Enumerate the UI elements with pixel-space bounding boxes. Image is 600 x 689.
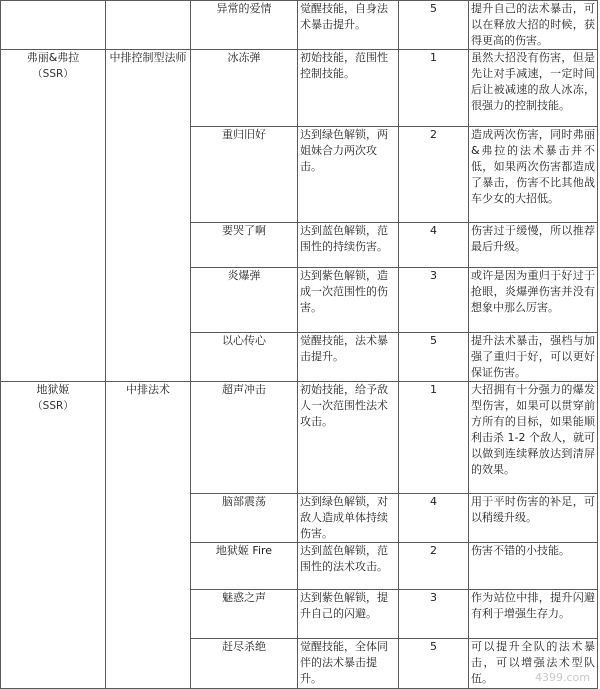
skill-name: 要哭了啊 (191, 223, 298, 268)
skill-description: 大招拥有十分强力的爆发型伤害，如果可以贯穿前方所有的目标，如果能顺利击杀 1-2 个敌人，就可以做到连续释放达到清屏的效果。 (469, 382, 598, 494)
skill-description: 提升法术暴击，强档与加强了重归于好，可以更好保证伤害。 (469, 333, 598, 382)
character-rarity: （SSR） (32, 400, 74, 412)
skill-upgrade-order: 3 (399, 268, 469, 333)
character-name: 弗丽&弗拉 (26, 51, 80, 64)
skill-upgrade-order: 2 (399, 127, 469, 223)
skill-unlock: 觉醒技能，自身法术暴击提升。 (298, 1, 399, 50)
skill-upgrade-order: 1 (399, 382, 469, 494)
skill-unlock: 初始技能，给予敌人一次范围性法术攻击。 (298, 382, 399, 494)
skill-description: 伤害不错的小技能。 (469, 543, 598, 590)
role-cell: 中排法术 (106, 382, 191, 689)
skill-upgrade-order: 1 (399, 50, 469, 127)
skill-name: 魅惑之声 (191, 590, 298, 639)
role-cell: 中排控制型法师 (106, 50, 191, 382)
skill-unlock: 达到绿色解锁，两姐妹合力两次攻击。 (298, 127, 399, 223)
character-name: 地狱姬 (36, 383, 70, 396)
skill-description: 提升自己的法术暴击，可以在释放大招的时候，获得更高的伤害。 (469, 1, 598, 50)
character-cell (1, 382, 106, 689)
skill-name: 炎爆弹 (191, 268, 298, 333)
skill-unlock: 初始技能，范围性控制技能。 (298, 50, 399, 127)
skill-description: 或许是因为重归于好过于抢眼，炎爆弹伤害并没有想象中那么厉害。 (469, 268, 598, 333)
skill-upgrade-order: 5 (399, 333, 469, 382)
skill-unlock: 达到绿色解锁，对敌人造成单体持续伤害。 (298, 494, 399, 543)
skill-upgrade-order: 4 (399, 223, 469, 268)
skill-name: 脑部震荡 (191, 494, 298, 543)
skill-name: 赶尽杀绝 (191, 639, 298, 689)
skill-upgrade-order: 3 (399, 590, 469, 639)
watermark: 4399.com (535, 671, 590, 684)
skill-name: 异常的爱情 (191, 1, 298, 50)
skill-name: 冰冻弹 (191, 50, 298, 127)
skill-name: 超声冲击 (191, 382, 298, 494)
skill-unlock: 觉醒技能，全体同伴的法术暴击提升。 (298, 639, 399, 689)
skill-description: 造成两次伤害，同时弗丽&弗拉的法术暴击并不低，如果两次伤害都造成了暴击，伤害不比其他战车少女的大招低。 (469, 127, 598, 223)
skill-unlock: 达到紫色解锁，造成一次范围性的伤害。 (298, 268, 399, 333)
skill-name: 以心传心 (191, 333, 298, 382)
skill-upgrade-order: 5 (399, 639, 469, 689)
character-cell (1, 50, 106, 382)
table-row (1, 382, 598, 494)
skill-description: 伤害过于缓慢，所以推荐最后升级。 (469, 223, 598, 268)
skill-upgrade-order: 4 (399, 494, 469, 543)
skill-unlock: 觉醒技能，法术暴击提升。 (298, 333, 399, 382)
character-cell-empty (1, 1, 106, 50)
skill-unlock: 达到蓝色解锁，范围性的法术攻击。 (298, 543, 399, 590)
skill-unlock: 达到蓝色解锁，范围性的持续伤害。 (298, 223, 399, 268)
skill-upgrade-order: 5 (399, 1, 469, 50)
skill-unlock: 达到紫色解锁，提升自己的闪避。 (298, 590, 399, 639)
table-row (1, 1, 598, 50)
skill-description: 用于平时伤害的补足，可以稍缓升级。 (469, 494, 598, 543)
skill-description: 可以提升全队的法术暴击，可以增强法术型队伍。 (469, 639, 598, 689)
skill-description: 虽然大招没有伤害，但是先让对手减速，一定时间后让被减速的敌人冰冻，很强力的控制技能。 (469, 50, 598, 127)
skill-description: 作为站位中排，提升闪避有利于增强生存力。 (469, 590, 598, 639)
table-row (1, 50, 598, 127)
skill-upgrade-order: 2 (399, 543, 469, 590)
skill-name: 地狱姬 Fire (191, 543, 298, 590)
role-cell-empty (106, 1, 191, 50)
skill-name: 重归旧好 (191, 127, 298, 223)
character-rarity: （SSR） (32, 68, 74, 80)
